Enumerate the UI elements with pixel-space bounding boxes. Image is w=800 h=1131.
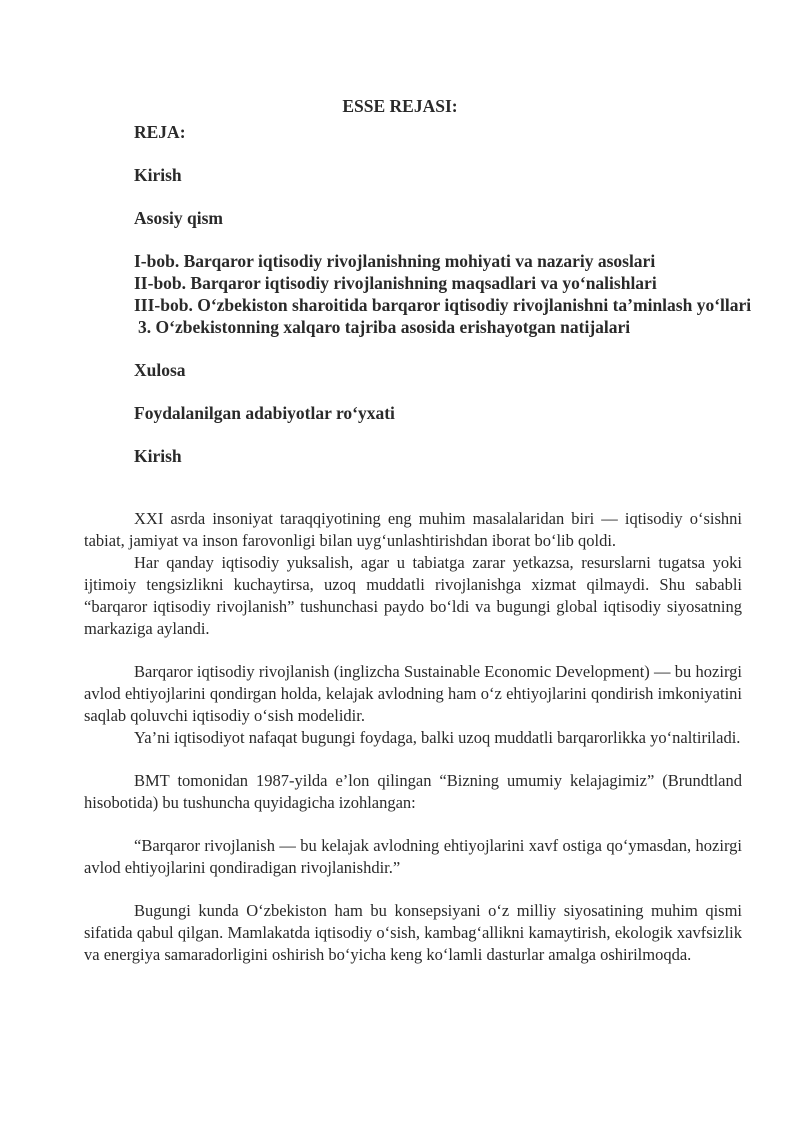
body-paragraph: Barqaror iqtisodiy rivojlanish (inglizcha Sustainable Economic Development) — bu hozirgi avlod ehtiyojlarini qondirgan holda, kelajak avlodning ham o‘z ehtiyojlarini qondirish imkoniyatini saqlab qoluvchi iqtisodiy o‘sish modelidir. [84, 662, 742, 725]
outline-item-chapter-3-sub: 3. O‘zbekistonning xalqaro tajriba asosida erishayotgan natijalari [138, 317, 631, 337]
body-paragraph: XXI asrda insoniyat taraqqiyotining eng muhim masalalaridan biri — iqtisodiy o‘sishni tabiat, jamiyat va inson farovonligi bilan uyg‘unlashtirishdan iborat bo‘lib qoldi. [84, 509, 742, 550]
outline-item-conclusion: Xulosa [134, 360, 186, 380]
quote-paragraph: “Barqaror rivojlanish — bu kelajak avlodning ehtiyojlarini xavf ostiga qo‘ymasdan, hozirgi avlod ehtiyojlarini qondiradigan rivojlanishdir.” [84, 836, 742, 877]
body-paragraph: Bugungi kunda O‘zbekiston ham bu konsepsiyani o‘z milliy siyosatining muhim qismi sifatida qabul qilgan. Mamlakatda iqtisodiy o‘sish, kambag‘allikni kamaytirish, ekologik xavfsizlik va energiya samaradorligini oshirish bo‘yicha keng ko‘lamli dasturlar amalga oshirilmoqda. [84, 901, 742, 964]
section-heading-intro: Kirish [134, 446, 182, 466]
essay-body [84, 508, 742, 966]
body-paragraph: BMT tomonidan 1987-yilda e’lon qilingan “Bizning umumiy kelajagimiz” (Brundtland hisobotida) bu tushuncha quyidagicha izohlangan: [84, 771, 742, 812]
outline-item-intro: Kirish [134, 165, 182, 185]
outline-item-references: Foydalanilgan adabiyotlar ro‘yxati [134, 403, 395, 423]
body-paragraph: Har qanday iqtisodiy yuksalish, agar u tabiatga zarar yetkazsa, resurslarni tugatsa yoki ijtimoiy tengsizlikni kuchaytirsa, uzoq muddatli rivojlanishga xizmat qilmaydi. Shu sababli “barqaror iqtisodiy rivojlanish” tushunchasi paydo bo‘ldi va bugungi global iqtisodiy siyosatning markaziga aylandi. [84, 553, 742, 638]
body-paragraph: Ya’ni iqtisodiyot nafaqat bugungi foydaga, balki uzoq muddatli barqarorlikka yo‘naltiriladi. [134, 728, 741, 747]
essay-outline [134, 121, 766, 467]
outline-item-chapter-1: I-bob. Barqaror iqtisodiy rivojlanishning mohiyati va nazariy asoslari [134, 251, 656, 271]
outline-item-chapter-3: III-bob. O‘zbekiston sharoitida barqaror iqtisodiy rivojlanishni ta’minlash yo‘llari [134, 295, 752, 315]
outline-item-main-part: Asosiy qism [134, 208, 223, 228]
document-title: ESSE REJASI: [342, 96, 458, 116]
outline-heading: REJA: [134, 122, 186, 142]
outline-item-chapter-2: II-bob. Barqaror iqtisodiy rivojlanishning maqsadlari va yo‘nalishlari [134, 273, 657, 293]
